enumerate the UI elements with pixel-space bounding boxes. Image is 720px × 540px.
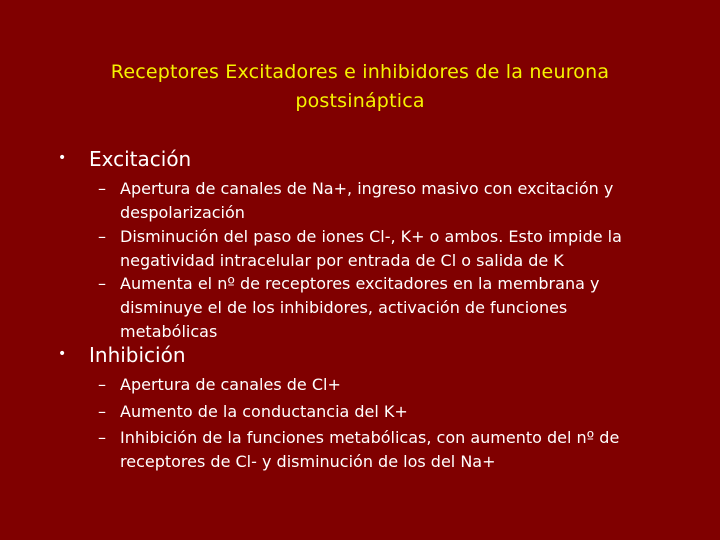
list-item <box>98 225 658 273</box>
dash-icon: – <box>98 428 106 447</box>
slide-title-line-2: postsináptica <box>295 90 425 112</box>
list-item <box>98 400 658 424</box>
list-item-text: Disminución del paso de iones Cl-, K+ o ambos. Esto impide la negatividad intracelular por entrada de Cl o salida de K <box>120 227 622 270</box>
dash-icon: – <box>98 402 106 421</box>
list-item <box>98 373 658 397</box>
list-item-text: Apertura de canales de Na+, ingreso masivo con excitación y despolarización <box>120 179 614 222</box>
dash-icon: – <box>98 227 106 246</box>
section-heading-label: Excitación <box>89 147 192 171</box>
list-item <box>98 272 658 344</box>
bullet-icon: • <box>58 150 67 166</box>
bullet-icon: • <box>58 346 67 362</box>
dash-icon: – <box>98 179 106 198</box>
list-item-text: Aumenta el nº de receptores excitadores en la membrana y disminuye el de los inhibidores, activación de funciones metabólicas <box>120 274 600 341</box>
dash-icon: – <box>98 274 106 293</box>
list-item-text: Aumento de la conductancia del K+ <box>120 402 408 421</box>
list-item-text: Apertura de canales de Cl+ <box>120 375 341 394</box>
slide-title <box>60 58 660 116</box>
list-item <box>98 426 658 474</box>
list-item-text: Inhibición de la funciones metabólicas, con aumento del nº de receptores de Cl- y disminución de los del Na+ <box>120 428 620 471</box>
list-item <box>98 177 658 225</box>
slide-title-line-1: Receptores Excitadores e inhibidores de la neurona <box>110 61 610 83</box>
dash-icon: – <box>98 375 106 394</box>
section-heading-label: Inhibición <box>89 343 186 367</box>
